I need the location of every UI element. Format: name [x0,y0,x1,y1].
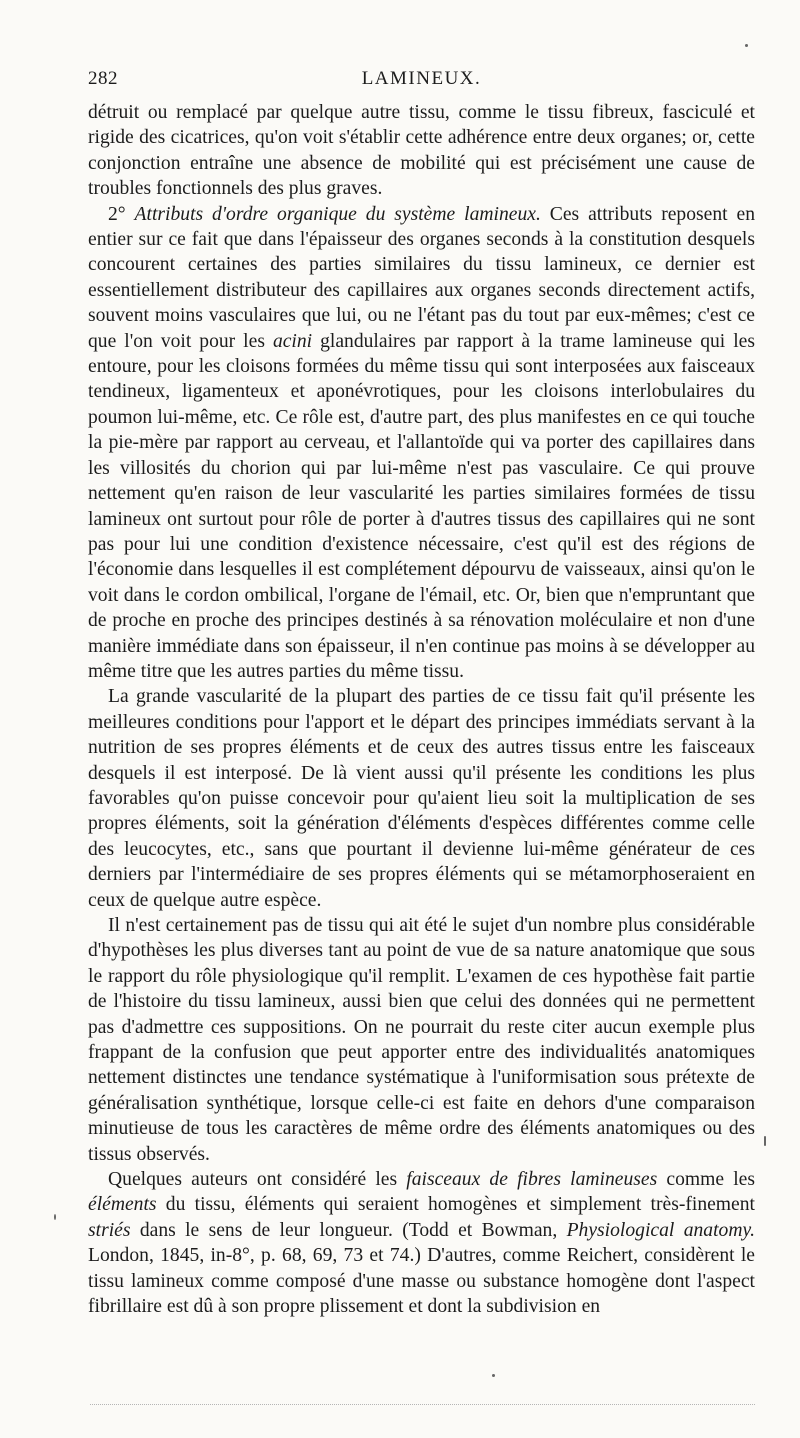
paragraph [88,1167,755,1319]
italic-text: faisceaux de fibres lamineuses [406,1169,658,1191]
ink-speck [492,1374,495,1377]
text-run: du tissu, éléments qui seraient homogènes et simplement très-finement [156,1194,755,1216]
ink-speck [764,1136,766,1146]
text-run: London, 1845, in-8°, p. 68, 69, 73 et 74.) D'autres, comme Reichert, considèrent le tissu lamineux comme composé d'une masse ou substance homogène dont l'aspect fibrillaire est dû à son propre plissement et dont la subdivision en [88,1245,755,1318]
text-run: Il n'est certainement pas de tissu qui ait été le sujet d'un nombre plus considérable d'hypothèses les plus diverses tant au point de vue de sa nature anatomique que sous le rapport du rôle physiologique qu'il remplit. L'examen de ces hypothèse fait partie de l'histoire du tissu lamineux, aussi bien que celui des données qui ne permettent pas d'admettre ces suppositions. On ne pourrait du reste citer aucun exemple plus frappant de la confusion que peut apporter entre des individualités anatomiques nettement distinctes une tendance systématique à l'uniformisation sous prétexte de généralisation synthétique, lorsque celle-ci est faite en dehors d'une comparaison minutieuse de tous les caractères de même ordre des éléments anatomiques ou des tissus observés. [88,915,755,1165]
text-run: comme les [657,1169,755,1191]
page-bottom-edge [90,1404,755,1405]
paragraph [88,202,755,685]
text-run: Ces attributs reposent en entier sur ce fait que dans l'épaisseur des organes seconds à la constitution desquels concourent certaines des parties similaires du tissu lamineux, ce dernier est essentiellement distributeur des capillaires aux organes seconds directement actifs, souvent moins vasculaires que lui, ou ne l'étant pas du tout par eux-mêmes; c'est ce que l'on voit pour les [88,203,755,352]
italic-text: Physiological anatomy. [566,1219,755,1241]
text-run: glandulaires par rapport à la trame lamineuse qui les entoure, pour les cloisons formées du même tissu qui sont interposées aux faisceaux tendineux, ligamenteux et aponévrotiques, pour les cloisons interlobulaires du poumon lui-même, etc. Ce rôle est, d'autre part, des plus manifestes en ce qui touche la pie-mère par rapport au cerveau, et l'allantoïde qui va porter des capillaires dans les villosités du chorion qui par lui-même n'est pas vasculaire. Ce qui prouve nettement qu'en raison de leur vascularité les parties similaires formées de tissu lamineux ont surtout pour rôle de porter à d'autres tissus des capillaires qui ne sont pas pour lui une condition d'existence nécessaire, c'est qu'il est des régions de l'économie dans lesquelles il est complétement dépourvu de vaisseaux, ainsi qu'on le voit dans le cordon ombilical, l'organe de l'émail, etc. Or, bien que n'empruntant que de proche en proche des principes destinés à sa rénovation moléculaire et non d'une manière immédiate dans son épaisseur, il n'en continue pas moins à se développer au même titre que les autres parties du même tissu. [88,330,756,682]
paragraph [88,684,755,913]
italic-text: Attributs d'ordre organique du système lamineux. [134,203,541,225]
text-run: La grande vascularité de la plupart des parties de ce tissu fait qu'il présente les meilleures conditions pour l'apport et le départ des principes immédiats servant à la nutrition de ses propres éléments et de ceux des autres tissus entre les faisceaux desquels il est interposé. De là vient aussi qu'il présente les conditions les plus favorables qu'on puisse concevoir pour qu'aient lieu soit la multiplication de ses propres éléments, soit la génération d'éléments d'espèces différentes comme celle des leucocytes, etc., sans que pourtant il devienne lui-même générateur de ces derniers par l'intermédiaire de ses propres éléments qui se métamorphoseraient en ceux de quelque autre espèce. [88,686,755,911]
page-header [88,68,755,94]
text-run: dans le sens de leur longueur. (Todd et Bowman, [130,1219,567,1241]
running-title: LAMINEUX. [361,68,482,89]
text-run: 2° [108,203,135,225]
page-number: 282 [88,68,118,89]
italic-text: striés [88,1219,131,1241]
ink-speck [745,44,748,47]
body-text [88,100,755,1320]
text-run: détruit ou remplacé par quelque autre tissu, comme le tissu fibreux, fasciculé et rigide des cicatrices, qu'on voit s'établir cette adhérence entre deux organes; or, cette conjonction entraîne une absence de mobilité qui est précisément une cause de troubles fonctionnels des plus graves. [88,102,755,200]
text-run: Quelques auteurs ont considéré les [108,1169,407,1191]
italic-text: acini [272,330,313,352]
paragraph [88,100,755,202]
paragraph [88,913,755,1167]
italic-text: éléments [88,1194,157,1216]
ink-speck [54,1214,56,1220]
